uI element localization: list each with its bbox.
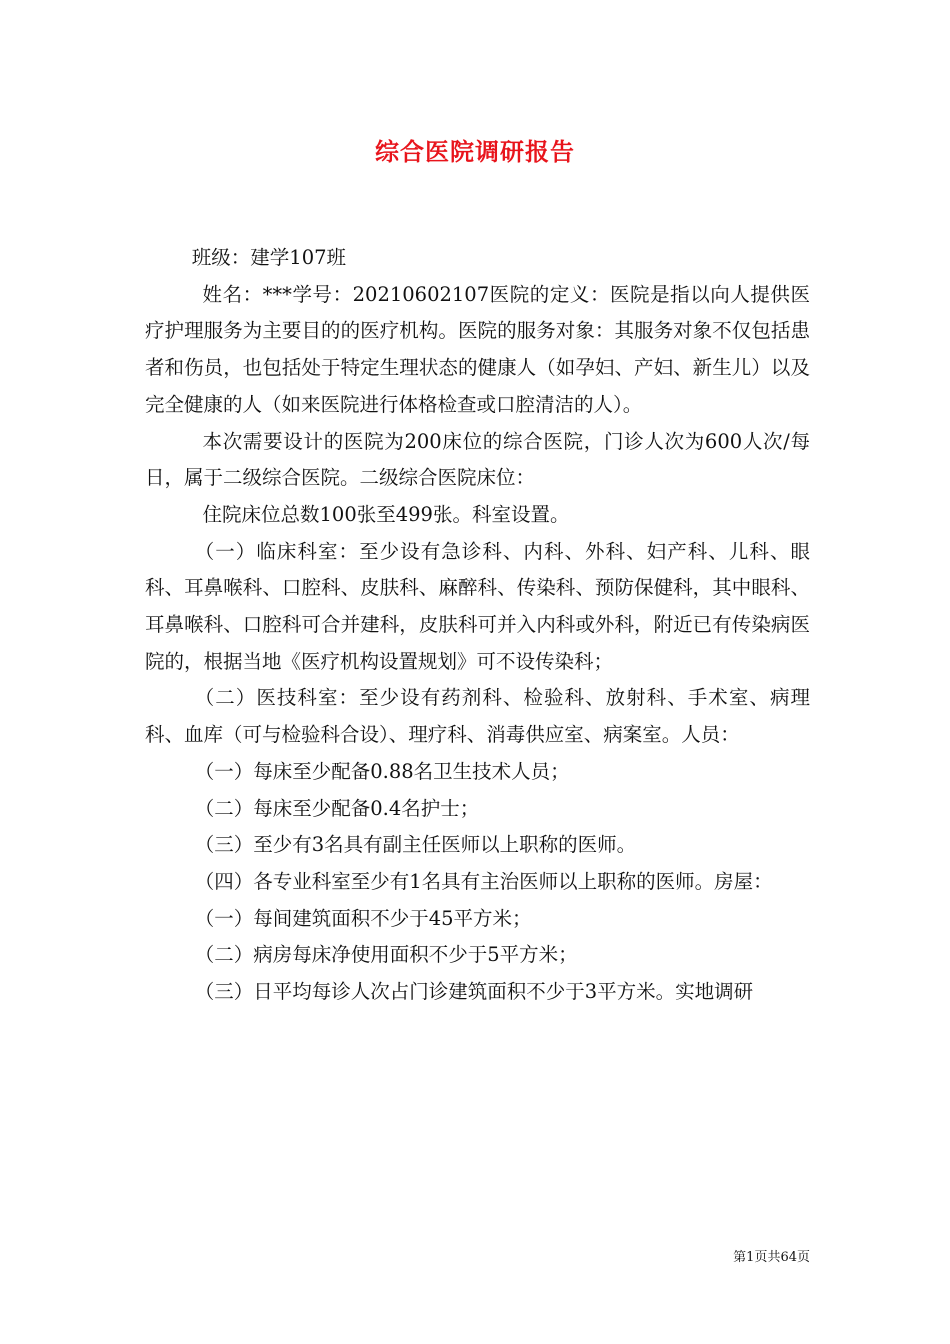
class-line: 班级：建学107班 bbox=[191, 246, 347, 269]
list-item-staff-4: （四）各专业科室至少有1名具有主治医师以上职称的医师。房屋： bbox=[194, 869, 773, 893]
list-item-building-2: （二）病房每床净使用面积不少于5平方米； bbox=[194, 943, 578, 967]
paragraph-medical-tech-departments: （二）医技科室：至少设有药剂科、检验科、放射科、手术室、病理科、血库（可与检验科合设）、理疗科、消毒供应室、病案室。人员： bbox=[145, 686, 810, 747]
list-item-staff-1: （一）每床至少配备0.88名卫生技术人员； bbox=[194, 759, 570, 783]
paragraph-hospital-definition: 姓名：***学号：20210602107医院的定义：医院是指以向人提供医疗护理服务为主要目的的医疗机构。医院的服务对象：其服务对象不仅包括患者和伤员，也包括处于特定生理状态的健康人（如孕妇、产妇、新生儿）以及完全健康的人（如来医院进行体格检查或口腔清洁的人）。 bbox=[145, 282, 810, 416]
list-item-staff-2: （二）每床至少配备0.4名护士； bbox=[194, 796, 480, 820]
page-number: 第1页共64页 bbox=[733, 1250, 810, 1265]
document-body bbox=[145, 240, 810, 1011]
document-title: 综合医院调研报告 bbox=[375, 137, 575, 166]
list-item-staff-3: （三）至少有3名具有副主任医师以上职称的医师。 bbox=[194, 833, 637, 857]
paragraph-design-scope: 本次需要设计的医院为200床位的综合医院，门诊人次为600人次/每日，属于二级综合医院。二级综合医院床位： bbox=[145, 429, 810, 490]
paragraph-clinical-departments: （一）临床科室：至少设有急诊科、内科、外科、妇产科、儿科、眼科、耳鼻喉科、口腔科、皮肤科、麻醉科、传染科、预防保健科，其中眼科、耳鼻喉科、口腔科可合并建科，皮肤科可并入内科或外科，附近已有传染病医院的，根据当地《医疗机构设置规划》可不设传染科； bbox=[145, 539, 810, 673]
paragraph-bed-count: 住院床位总数100张至499张。科室设置。 bbox=[202, 502, 570, 526]
list-item-building-3: （三）日平均每诊人次占门诊建筑面积不少于3平方米。实地调研 bbox=[194, 980, 754, 1004]
list-item-building-1: （一）每间建筑面积不少于45平方米； bbox=[194, 906, 532, 930]
